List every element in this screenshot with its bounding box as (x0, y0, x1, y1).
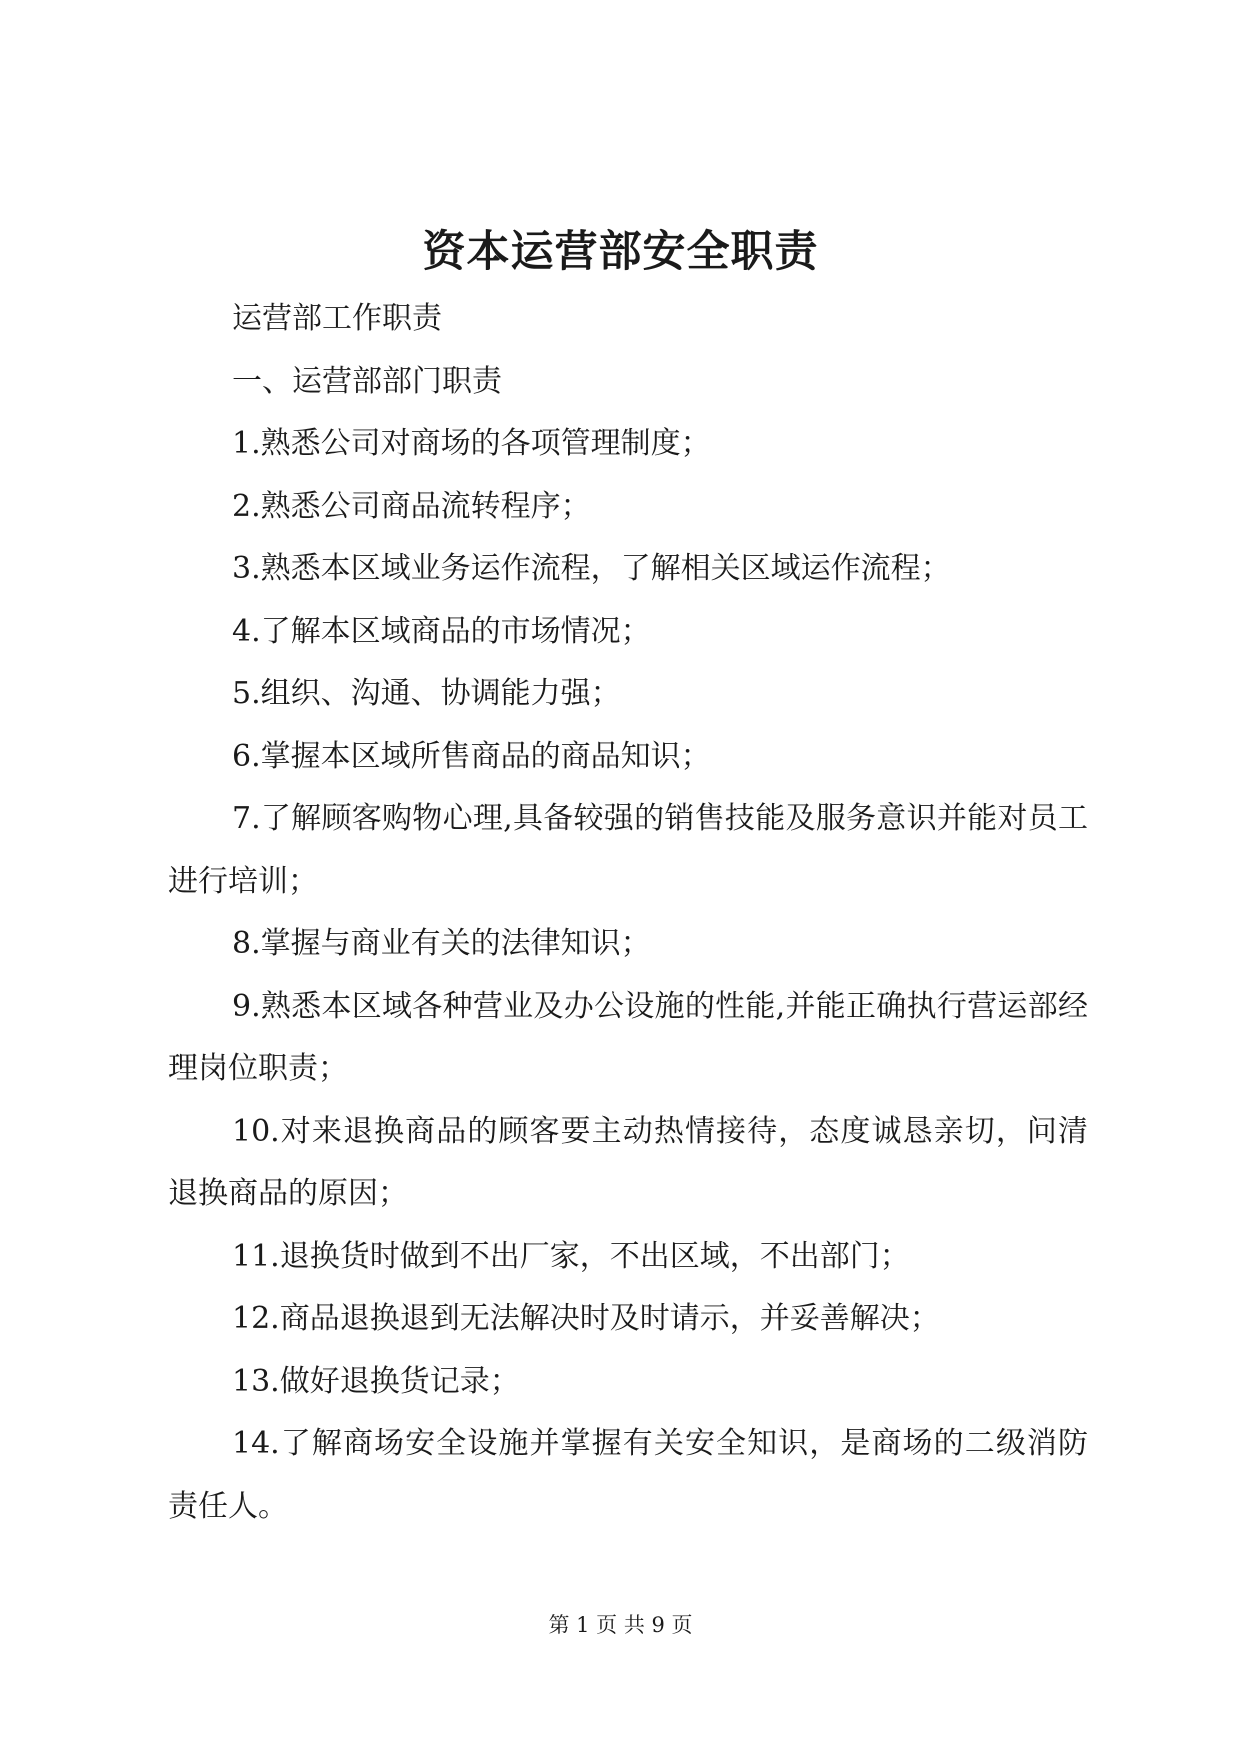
subsection-heading: 一、运营部部门职责 (232, 363, 502, 399)
list-item: 6.掌握本区域所售商品的商品知识； (232, 738, 711, 774)
page-footer: 第 1 页 共 9 页 (548, 1613, 693, 1637)
document-body (168, 288, 1088, 1538)
list-item: 10.对来退换商品的顾客要主动热情接待，态度诚恳亲切，问清退换商品的原因； (168, 1113, 1088, 1211)
list-item: 7.了解顾客购物心理,具备较强的销售技能及服务意识并能对员工进行培训； (168, 801, 1088, 899)
list-item: 2.熟悉公司商品流转程序； (232, 488, 591, 524)
list-item: 8.掌握与商业有关的法律知识； (232, 926, 651, 961)
section-heading: 运营部工作职责 (232, 301, 442, 336)
list-item: 9.熟悉本区域各种营业及办公设施的性能,并能正确执行营运部经理岗位职责； (168, 988, 1088, 1086)
list-item: 14.了解商场安全设施并掌握有关安全知识，是商场的二级消防责任人。 (168, 1426, 1088, 1524)
list-item: 1.熟悉公司对商场的各项管理制度； (232, 426, 711, 461)
document-title: 资本运营部安全职责 (422, 227, 819, 277)
list-item: 4.了解本区域商品的市场情况； (232, 613, 651, 649)
list-item: 5.组织、沟通、协调能力强； (232, 676, 621, 711)
list-item: 13.做好退换货记录； (232, 1363, 520, 1399)
list-item: 3.熟悉本区域业务运作流程，了解相关区域运作流程； (232, 551, 951, 586)
list-item: 12.商品退换退到无法解决时及时请示，并妥善解决； (232, 1301, 940, 1336)
list-item: 11.退换货时做到不出厂家，不出区域，不出部门； (232, 1238, 910, 1274)
